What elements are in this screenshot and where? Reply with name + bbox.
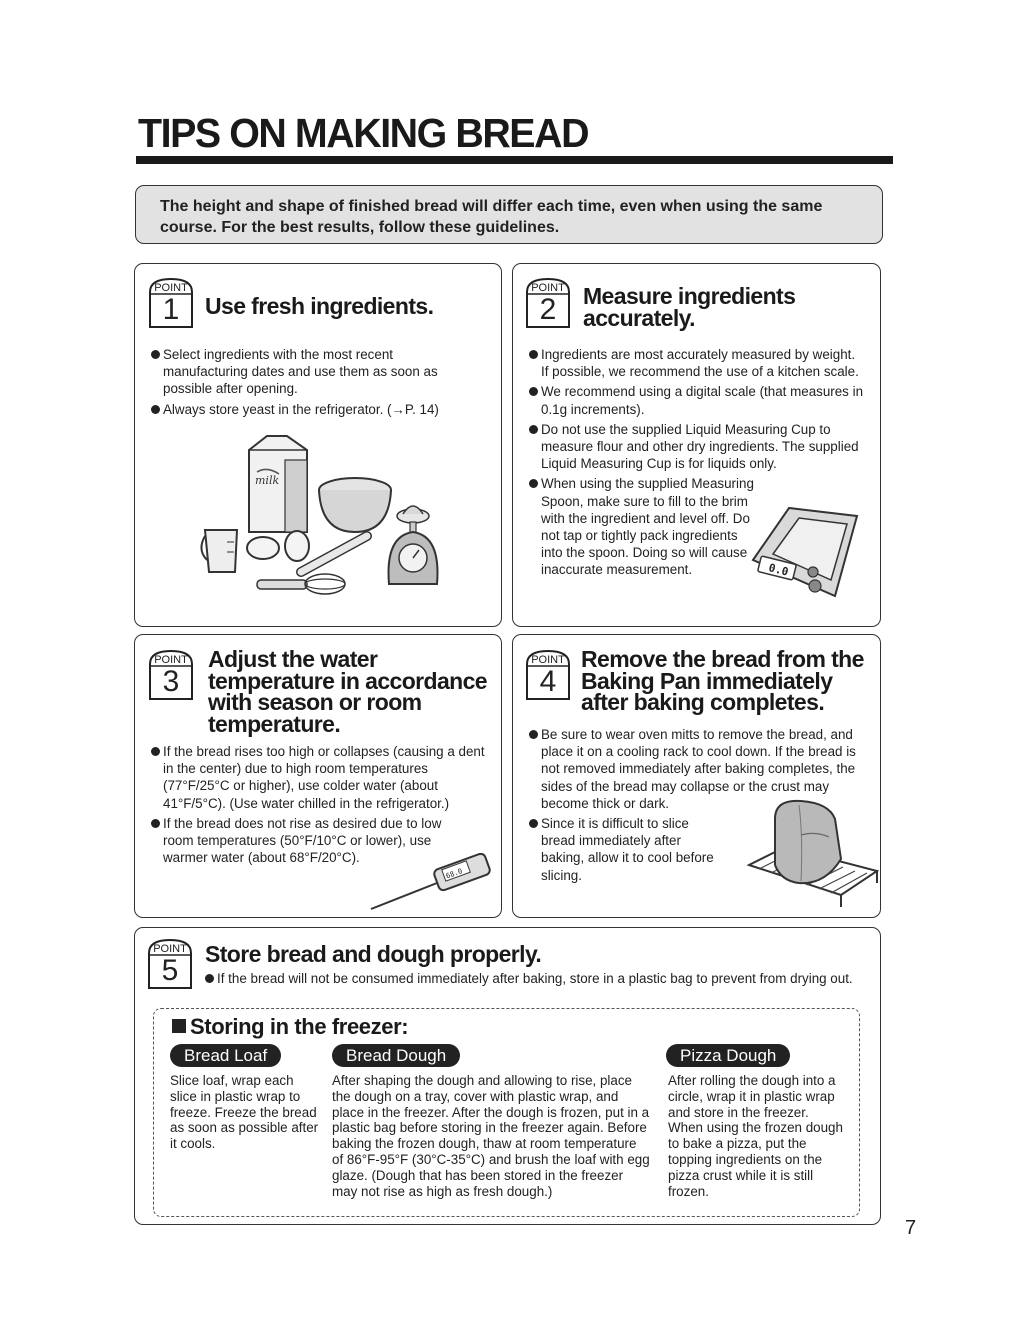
point-badge-label: POINT: [153, 943, 187, 955]
thermometer-icon: [367, 853, 497, 913]
point-4-heading: Remove the bread from the Baking Pan immediately after baking completes.: [581, 646, 864, 715]
measuring-cup-icon: [201, 530, 237, 572]
bread-loaf-icon: [775, 801, 841, 883]
point-5-bullets: [205, 970, 855, 990]
point-4-panel: [512, 634, 881, 918]
point-2-heading: Measure ingredients accurately.: [583, 283, 796, 331]
egg-icon: [285, 531, 309, 561]
list-item: We recommend using a digital scale (that measures in 0.1g increments).: [529, 383, 865, 417]
digital-scale-icon: [749, 502, 861, 602]
point-number: 3: [162, 665, 180, 698]
point-badge-label: POINT: [154, 654, 188, 666]
page-title: TIPS ON MAKING BREAD: [138, 110, 589, 156]
list-item: When using the supplied Measuring Spoon, make sure to fill to the brim with the ingredient and level off. Do not tap or tightly pack ingredients into the spoon. Doing so will cause inaccurate measurement.: [529, 475, 759, 578]
point-badge-label: POINT: [531, 654, 565, 666]
freezer-title: [172, 1014, 408, 1040]
bread-dough-label: Bread Dough: [332, 1044, 460, 1067]
title-rule: [136, 156, 893, 164]
intro-box: [135, 185, 883, 244]
egg-icon: [247, 537, 279, 559]
thermometer-display: 68.0: [444, 867, 464, 881]
milk-carton-icon: [249, 436, 307, 532]
bread-loaf-text: Slice loaf, wrap each slice in plastic wrap to freeze. Freeze the bread as soon as possible after it cools.: [170, 1073, 319, 1152]
point-badge-label: POINT: [531, 282, 565, 294]
list-item: Ingredients are most accurately measured by weight. If possible, we recommend the use of a kitchen scale.: [529, 346, 865, 380]
list-item: If the bread does not rise as desired due to low room temperatures (50°F/10°C or lower), use warmer water (about 68°F/20°C).: [151, 815, 461, 867]
list-item: If the bread rises too high or collapses (causing a dent in the center) due to high room temperatures (77°F/25°C or higher), use colder water (about 41°F/5°C). (Use water chilled in the refrigerator.): [151, 743, 487, 812]
point-1-heading: Use fresh ingredients.: [205, 293, 434, 319]
square-bullet-icon: [172, 1019, 186, 1033]
list-item: Be sure to wear oven mitts to remove the bread, and place it on a cooling rack to cool down. If the bread is not removed immediately after baking completes, the sides of the bread may collapse or the crust may become thick or dark.: [529, 726, 869, 812]
mixing-bowl-icon: [319, 478, 391, 532]
pizza-dough-label: Pizza Dough: [666, 1044, 790, 1067]
whisk-icon: [257, 574, 345, 594]
point-1-badge: [147, 276, 195, 330]
rolling-pin-icon: [301, 536, 367, 572]
list-item: Select ingredients with the most recent manufacturing dates and use them as soon as possible after opening.: [151, 346, 481, 398]
freezer-title-text: Storing in the freezer:: [190, 1014, 409, 1039]
list-item: Always store yeast in the refrigerator. (→P. 14): [151, 401, 481, 418]
point-2-badge: [524, 276, 572, 330]
kitchen-scale-icon: [389, 506, 438, 584]
point-1-bullets: [151, 346, 481, 421]
list-item: If the bread will not be consumed immediately after baking, store in a plastic bag to prevent from drying out.: [205, 970, 855, 987]
bread-dough-text: After shaping the dough and allowing to rise, place the dough on a tray, cover with plastic wrap, and place in the freezer. After the dough is frozen, put in a plastic bag before storing in the freezer again. Before baking the frozen dough, thaw at room temperature of 86°F-95°F (30°C-35°C) and brush the loaf with egg glaze. (Dough that has been stored in the freezer may not rise as high as fresh dough.): [332, 1073, 650, 1199]
point-3-bullets: [151, 743, 487, 869]
bread-on-rack-illustration: [745, 795, 879, 913]
page-number: 7: [905, 1217, 917, 1239]
point-5-heading: Store bread and dough properly.: [205, 941, 542, 967]
point-3-badge: [147, 648, 195, 702]
point-4-badge: [524, 648, 572, 702]
point-5-badge: [146, 937, 194, 991]
point-1-panel: [134, 263, 502, 627]
list-item: Since it is difficult to slice bread immediately after baking, allow it to cool before slicing.: [529, 815, 719, 884]
point-3-heading: Adjust the water temperature in accordance with season or room temperature.: [208, 646, 488, 737]
point-number: 1: [162, 293, 180, 326]
point-number: 4: [539, 665, 557, 698]
point-number: 5: [161, 954, 179, 987]
intro-text: The height and shape of finished bread will differ each time, even when using the same course. For the best results, follow these guidelines.: [160, 198, 823, 236]
point-number: 2: [539, 293, 557, 326]
point-3-panel: [134, 634, 502, 918]
ingredients-illustration: [197, 432, 447, 607]
point-badge-label: POINT: [154, 282, 188, 294]
scale-display: 0.0: [767, 561, 790, 579]
point-2-panel: [512, 263, 881, 627]
list-item: Do not use the supplied Liquid Measuring Cup to measure flour and other dry ingredients. The supplied Liquid Measuring Cup is for liquids only.: [529, 421, 865, 473]
milk-label: milk: [255, 474, 280, 487]
bread-loaf-label: Bread Loaf: [170, 1044, 281, 1067]
pizza-dough-text: After rolling the dough into a circle, wrap it in plastic wrap and store in the freezer. When using the frozen dough to bake a pizza, put the topping ingredients on the pizza crust while it is still frozen.: [668, 1073, 843, 1199]
